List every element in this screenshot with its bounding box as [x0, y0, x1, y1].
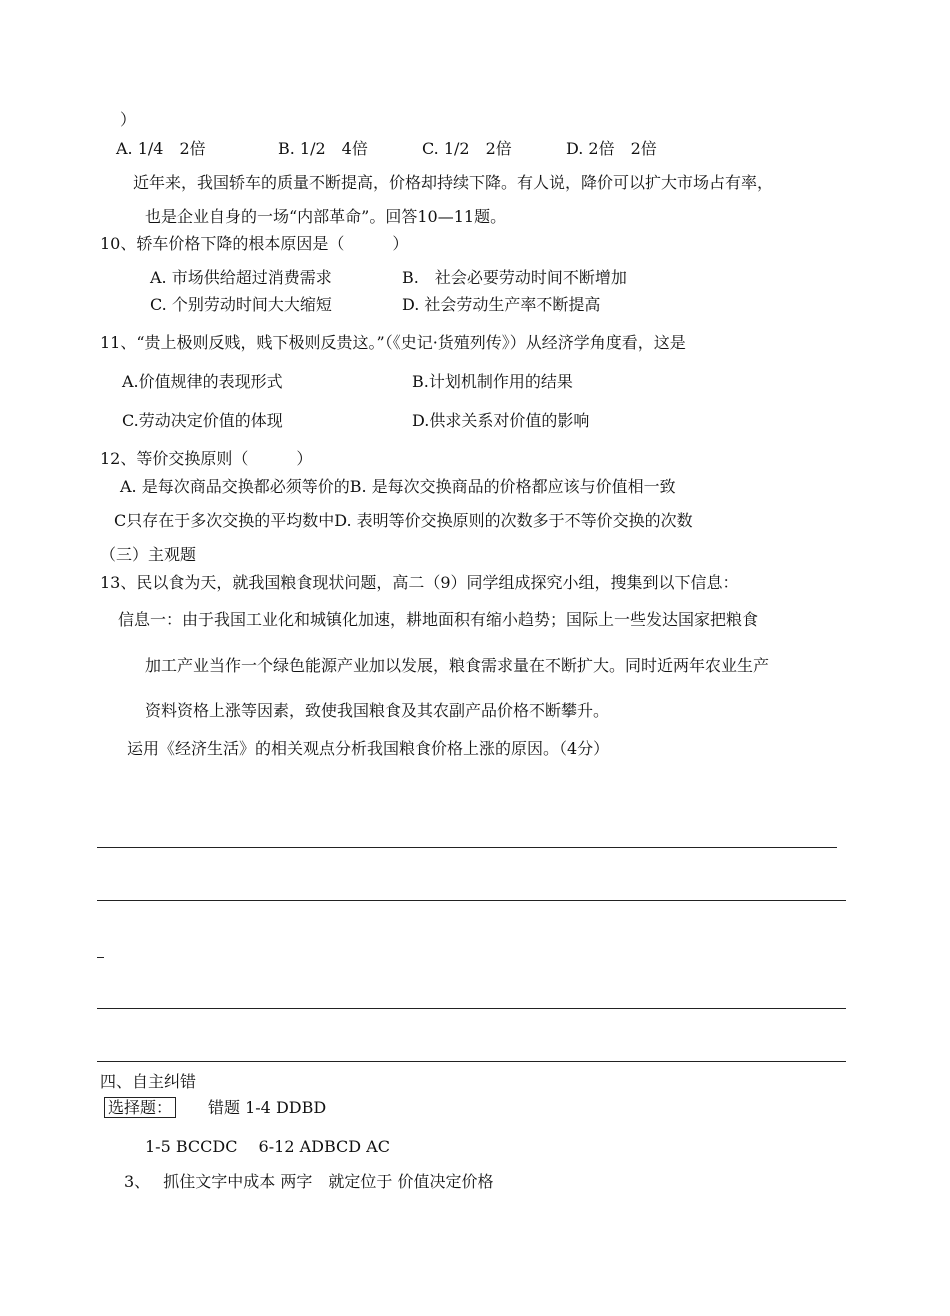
q13-stem: 13、民以食为天，就我国粮食现状问题，高二（9）同学组成探究小组，搜集到以下信息：: [100, 573, 739, 592]
q11-option-c: C.劳动决定价值的体现: [122, 411, 283, 430]
q12-options-line-2: C只存在于多次交换的平均数中D. 表明等价交换原则的次数多于不等价交换的次数: [114, 511, 693, 530]
q10-option-a: A. 市场供给超过消费需求: [150, 268, 332, 287]
q9-option-b: B. 1/2 4倍: [278, 139, 368, 158]
q11-option-b: B.计划机制作用的结果: [412, 372, 573, 391]
answer-line-1: [97, 847, 837, 848]
q9-close-paren: ）: [120, 110, 137, 129]
passage-line-1: 近年来，我国轿车的质量不断提高，价格却持续下降。有人说，降价可以扩大市场占有率，: [133, 173, 774, 192]
answer-key: 1-5 BCCDC 6-12 ADBCD AC: [145, 1137, 390, 1156]
section4-title: 四、自主纠错: [100, 1072, 197, 1091]
q9-option-c: C. 1/2 2倍: [422, 139, 512, 158]
section3-title: （三）主观题: [100, 545, 197, 564]
answer-line-fragment: [97, 957, 104, 958]
q10-option-d: D. 社会劳动生产率不断提高: [402, 295, 601, 314]
q10-option-c: C. 个别劳动时间大大缩短: [150, 295, 332, 314]
q9-option-d: D. 2倍 2倍: [566, 139, 657, 158]
wrong-questions: 错题 1-4 DDBD: [208, 1098, 327, 1117]
q13-info-line-1: 信息一：由于我国工业化和城镇化加速，耕地面积有缩小趋势；国际上一些发达国家把粮食: [118, 610, 759, 629]
answer-line-3: [97, 1008, 846, 1009]
correction-note: 3、 抓住文字中成本 两字 就定位于 价值决定价格: [124, 1172, 494, 1191]
q12-stem: 12、等价交换原则（ ）: [100, 449, 313, 468]
q10-stem: 10、轿车价格下降的根本原因是（ ）: [100, 234, 409, 253]
q13-info-line-2: 加工产业当作一个绿色能源产业加以发展，粮食需求量在不断扩大。同时近两年农业生产: [145, 656, 770, 675]
q13-info-line-3: 资料资格上涨等因素，致使我国粮食及其农副产品价格不断攀升。: [145, 701, 610, 720]
choice-label: 选择题：: [104, 1097, 176, 1118]
q11-stem: 11、“贵上极则反贱，贱下极则反贵这。”（《史记·货殖列传》）从经济学角度看，这是: [100, 333, 686, 352]
answer-line-2: [97, 900, 846, 901]
q12-options-line-1: A. 是每次商品交换都必须等价的B. 是每次交换商品的价格都应该与价值相一致: [120, 477, 676, 496]
passage-line-2: 也是企业自身的一场“内部革命”。回答10—11题。: [145, 207, 507, 226]
q11-option-a: A.价值规律的表现形式: [122, 372, 283, 391]
q13-question: 运用《经济生活》的相关观点分析我国粮食价格上涨的原因。（4分）: [127, 739, 610, 758]
q10-option-b: B. 社会必要劳动时间不断增加: [402, 268, 627, 287]
q11-option-d: D.供求关系对价值的影响: [412, 411, 590, 430]
answer-line-4: [97, 1061, 846, 1062]
choice-label-box: [104, 1098, 176, 1118]
q9-option-a: A. 1/4 2倍: [116, 139, 206, 158]
